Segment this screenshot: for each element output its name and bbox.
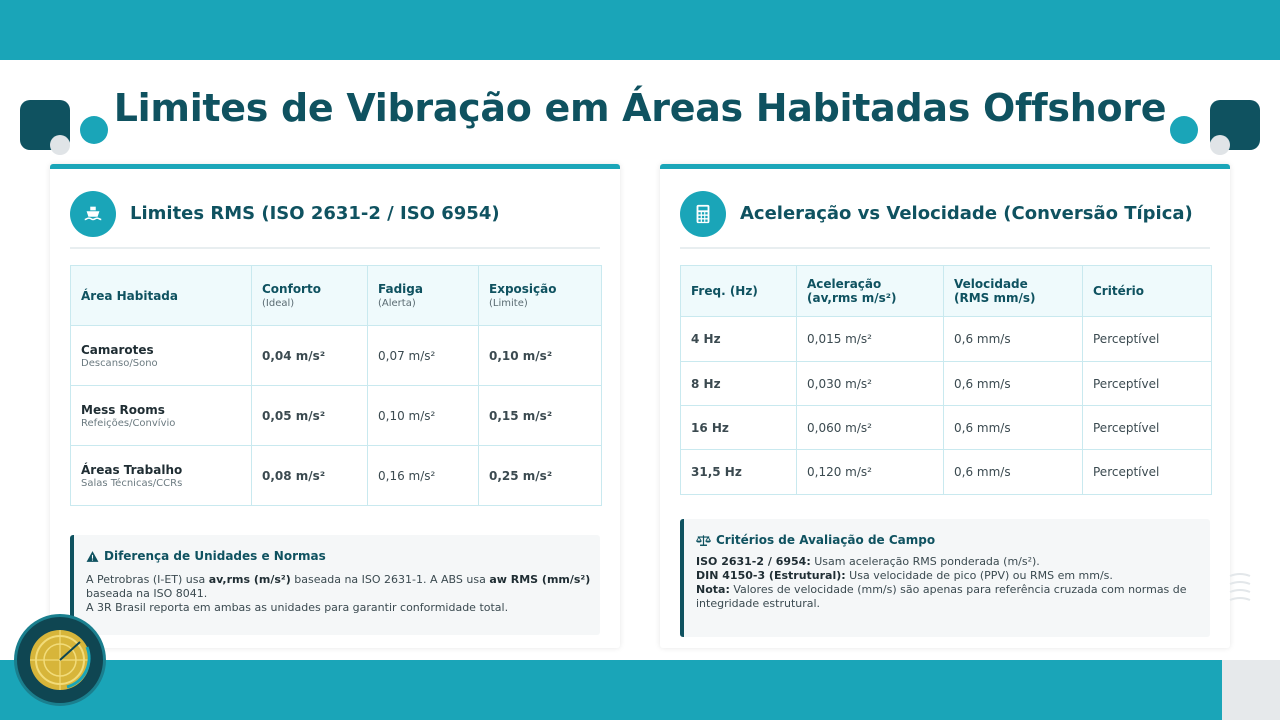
table-row bbox=[71, 446, 602, 506]
note-body: A Petrobras (I-ET) usa av,rms (m/s²) baseada na ISO 2631-1. A ABS usa aw RMS (mm/s²) baseada na ISO 8041. A 3R Brasil reporta em ambas as unidades para garantir conformidade total. bbox=[86, 573, 591, 614]
table-row bbox=[681, 317, 1212, 362]
table-header-row bbox=[681, 266, 1212, 317]
header-conforto: Conforto (Ideal) bbox=[252, 266, 368, 326]
card-header bbox=[680, 191, 1210, 249]
units-note bbox=[70, 535, 600, 635]
note-title: Diferença de Unidades e Normas bbox=[86, 549, 326, 563]
value-freq: 4 Hz bbox=[681, 317, 797, 362]
page-title: Limites de Vibração em Áreas Habitadas Offshore bbox=[113, 86, 1167, 130]
card-title: Limites RMS (ISO 2631-2 / ISO 6954) bbox=[130, 203, 500, 224]
conversion-card bbox=[660, 164, 1230, 648]
value-criterio: Perceptível bbox=[1083, 450, 1212, 495]
warning-icon bbox=[86, 550, 99, 563]
balance-scale-icon bbox=[696, 534, 711, 547]
value-aceleracao: 0,030 m/s² bbox=[797, 362, 944, 406]
calculator-icon bbox=[680, 191, 726, 237]
note-title: Critérios de Avaliação de Campo bbox=[696, 533, 935, 547]
conversion-table bbox=[680, 265, 1212, 495]
area-sub: Refeições/Convívio bbox=[81, 417, 176, 429]
area-name: Áreas Trabalho bbox=[81, 462, 183, 477]
value-conforto: 0,04 m/s² bbox=[252, 326, 368, 386]
decor-wave-lines bbox=[1228, 570, 1252, 610]
value-freq: 8 Hz bbox=[681, 362, 797, 406]
value-exposicao: 0,10 m/s² bbox=[479, 326, 602, 386]
top-band bbox=[0, 0, 1280, 60]
table-row bbox=[681, 362, 1212, 406]
value-criterio: Perceptível bbox=[1083, 317, 1212, 362]
ship-icon bbox=[70, 191, 116, 237]
value-freq: 16 Hz bbox=[681, 406, 797, 450]
value-velocidade: 0,6 mm/s bbox=[944, 362, 1083, 406]
note-body: ISO 2631-2 / 6954: Usam aceleração RMS ponderada (m/s²). DIN 4150-3 (Estrutural): Usa velocidade de pico (PPV) ou RMS em mm/s. Nota: Valores de velocidade (mm/s) são apenas para referência cruzada com normas de integridade estrutural. bbox=[696, 555, 1187, 610]
value-conforto: 0,08 m/s² bbox=[252, 446, 368, 506]
company-logo bbox=[14, 614, 106, 706]
rms-limits-table bbox=[70, 265, 602, 506]
value-conforto: 0,05 m/s² bbox=[252, 386, 368, 446]
value-exposicao: 0,25 m/s² bbox=[479, 446, 602, 506]
header-criterio: Critério bbox=[1083, 266, 1212, 317]
value-criterio: Perceptível bbox=[1083, 362, 1212, 406]
table-row bbox=[681, 406, 1212, 450]
value-aceleracao: 0,120 m/s² bbox=[797, 450, 944, 495]
header-exposicao: Exposição (Limite) bbox=[479, 266, 602, 326]
header-area: Área Habitada bbox=[71, 266, 252, 326]
table-header-row bbox=[71, 266, 602, 326]
value-fadiga: 0,07 m/s² bbox=[368, 326, 479, 386]
bottom-corner-block bbox=[1222, 660, 1280, 720]
value-exposicao: 0,15 m/s² bbox=[479, 386, 602, 446]
table-row bbox=[681, 450, 1212, 495]
table-row bbox=[71, 326, 602, 386]
bottom-band bbox=[0, 660, 1222, 720]
header-velocidade: Velocidade (RMS mm/s) bbox=[944, 266, 1083, 317]
area-name: Camarotes bbox=[81, 342, 154, 357]
table-row bbox=[71, 386, 602, 446]
header-freq: Freq. (Hz) bbox=[681, 266, 797, 317]
field-criteria-note bbox=[680, 519, 1210, 637]
area-name: Mess Rooms bbox=[81, 402, 165, 417]
value-velocidade: 0,6 mm/s bbox=[944, 406, 1083, 450]
value-fadiga: 0,10 m/s² bbox=[368, 386, 479, 446]
value-fadiga: 0,16 m/s² bbox=[368, 446, 479, 506]
value-velocidade: 0,6 mm/s bbox=[944, 450, 1083, 495]
card-header bbox=[70, 191, 600, 249]
area-sub: Salas Técnicas/CCRs bbox=[81, 477, 183, 489]
rms-limits-card bbox=[50, 164, 620, 648]
value-aceleracao: 0,015 m/s² bbox=[797, 317, 944, 362]
value-aceleracao: 0,060 m/s² bbox=[797, 406, 944, 450]
value-velocidade: 0,6 mm/s bbox=[944, 317, 1083, 362]
header-fadiga: Fadiga (Alerta) bbox=[368, 266, 479, 326]
value-freq: 31,5 Hz bbox=[681, 450, 797, 495]
area-sub: Descanso/Sono bbox=[81, 357, 158, 369]
value-criterio: Perceptível bbox=[1083, 406, 1212, 450]
card-title: Aceleração vs Velocidade (Conversão Típica) bbox=[740, 203, 1193, 224]
header-aceleracao: Aceleração (av,rms m/s²) bbox=[797, 266, 944, 317]
